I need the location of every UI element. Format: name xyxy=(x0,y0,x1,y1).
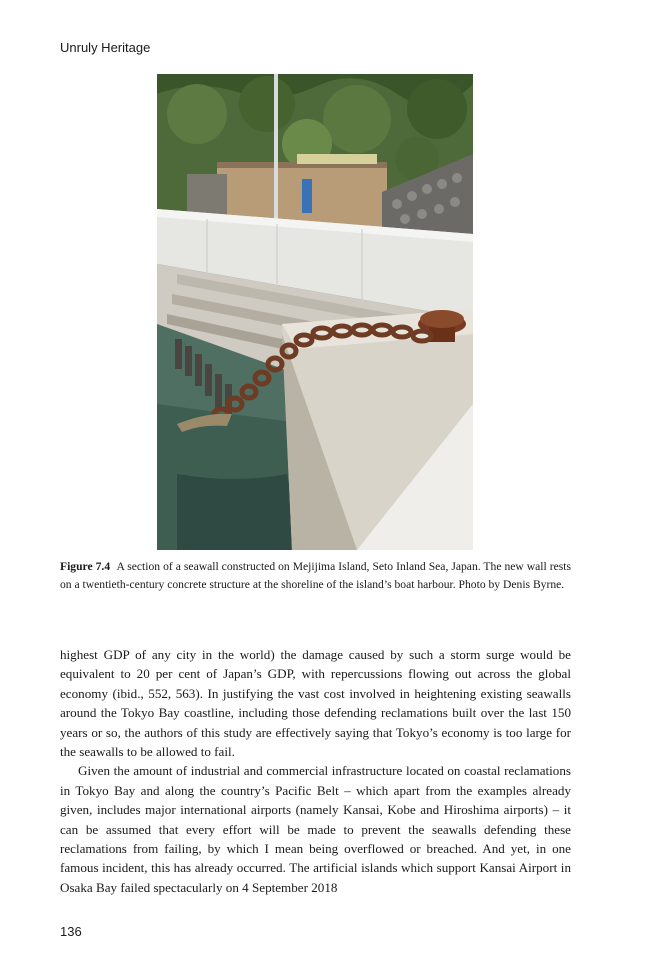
body-text xyxy=(60,645,571,897)
page-number: 136 xyxy=(60,924,82,939)
paragraph: highest GDP of any city in the world) the damage caused by such a storm surge would be equivalent to 20 per cent of Japan’s GDP, with repercussions flowing out across the global economy (ibid., 552, 563). In justifying the vast cost involved in heightening existing seawalls around the Tokyo Bay coastline, including those defending reclamations built over the last 150 years or so, the authors of this study are effectively saying that Tokyo’s economy is too large for the seawalls to be allowed to fail. xyxy=(60,647,571,760)
figure-caption xyxy=(60,558,571,593)
figure-caption-text: A section of a seawall constructed on Mejijima Island, Seto Inland Sea, Japan. The new wall rests on a twentieth-century concrete structure at the shoreline of the island’s boat harbour. Photo by Denis Byrne. xyxy=(60,560,571,591)
figure-label: Figure 7.4 xyxy=(60,560,111,573)
paragraph: Given the amount of industrial and commercial infrastructure located on coastal reclamations in Tokyo Bay and along the country’s Pacific Belt – which apart from the examples already given, includes major international airports (namely Kansai, Kobe and Hiroshima airports) – it can be assumed that every effort will be made to prevent the seawalls defending these reclamations from failing, by which I mean being overflowed or breached. And yet, in one famous incident, this has already occurred. The artificial islands which support Kansai Airport in Osaka Bay failed spectacularly on 4 September 2018 xyxy=(60,763,571,895)
running-head: Unruly Heritage xyxy=(60,40,151,55)
seawall-photo xyxy=(157,74,473,550)
